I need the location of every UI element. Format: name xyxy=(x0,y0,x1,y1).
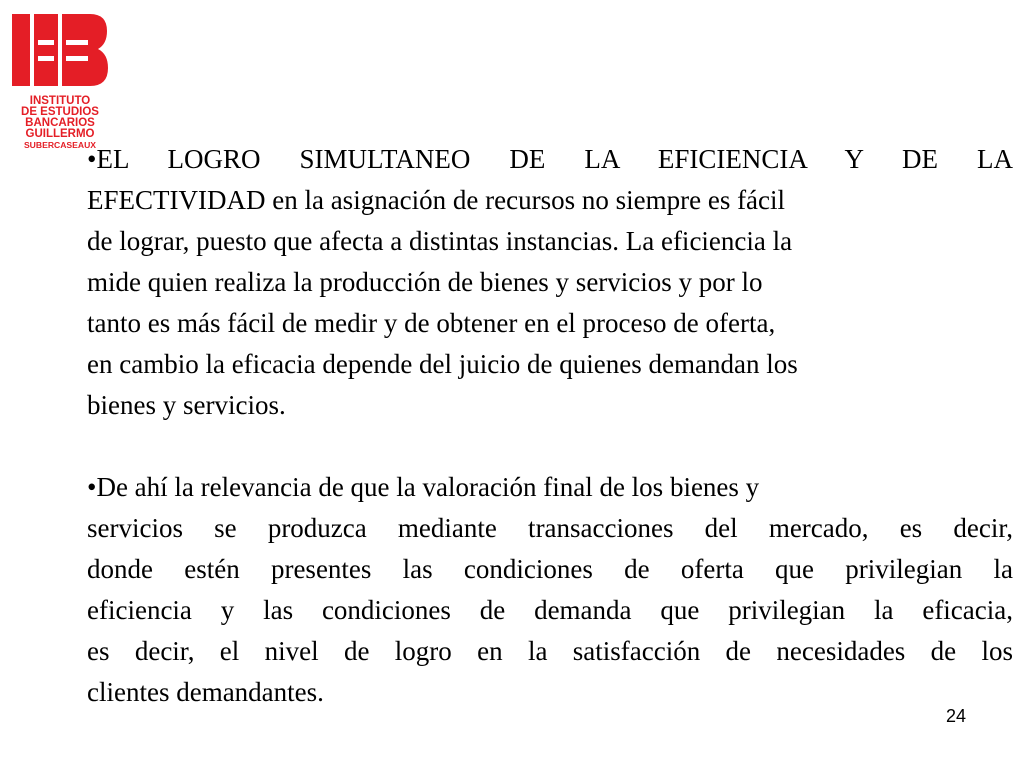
paragraph-1-line: en cambio la eficacia depende del juicio de quienes demandan los xyxy=(87,349,798,379)
logo-line-4: GUILLERMO xyxy=(25,128,95,140)
institute-logo xyxy=(10,12,110,157)
logo-line-1: INSTITUTO xyxy=(29,95,91,107)
logo-line-3: BANCARIOS xyxy=(25,117,95,129)
paragraph-1-line: bienes y servicios. xyxy=(87,390,286,420)
paragraph-2-line: donde estén presentes las condiciones de oferta que privilegian la xyxy=(87,554,1013,584)
logo-line-2: DE ESTUDIOS xyxy=(21,106,99,118)
page-number: 24 xyxy=(945,706,966,726)
ieb-logo-mark-icon xyxy=(10,12,110,90)
logo-line-5: SUBERCASEAUX xyxy=(23,140,97,150)
paragraph-1-line: •EL LOGRO SIMULTANEO DE LA EFICIENCIA Y DE LA xyxy=(87,144,1013,174)
paragraph-1-line: de lograr, puesto que afecta a distintas instancias. La eficiencia la xyxy=(87,226,793,256)
paragraph-1-line: mide quien realiza la producción de bienes y servicios y por lo xyxy=(87,267,763,297)
paragraph-1-line: tanto es más fácil de medir y de obtener en el proceso de oferta, xyxy=(87,308,776,338)
paragraph-2 xyxy=(87,467,1013,713)
paragraph-2-line: es decir, el nivel de logro en la satisfacción de necesidades de los xyxy=(87,636,1013,666)
slide-content xyxy=(87,139,1013,713)
paragraph-2-line: eficiencia y las condiciones de demanda que privilegian la eficacia, xyxy=(87,595,1013,625)
paragraph-1-line: EFECTIVIDAD en la asignación de recursos no siempre es fácil xyxy=(87,185,786,215)
paragraph-spacer xyxy=(87,426,1013,467)
paragraph-2-line: •De ahí la relevancia de que la valoración final de los bienes y xyxy=(87,472,760,502)
paragraph-2-line: clientes demandantes. xyxy=(87,677,324,707)
paragraph-2-line: servicios se produzca mediante transacciones del mercado, es decir, xyxy=(87,513,1013,543)
paragraph-1 xyxy=(87,139,1013,426)
